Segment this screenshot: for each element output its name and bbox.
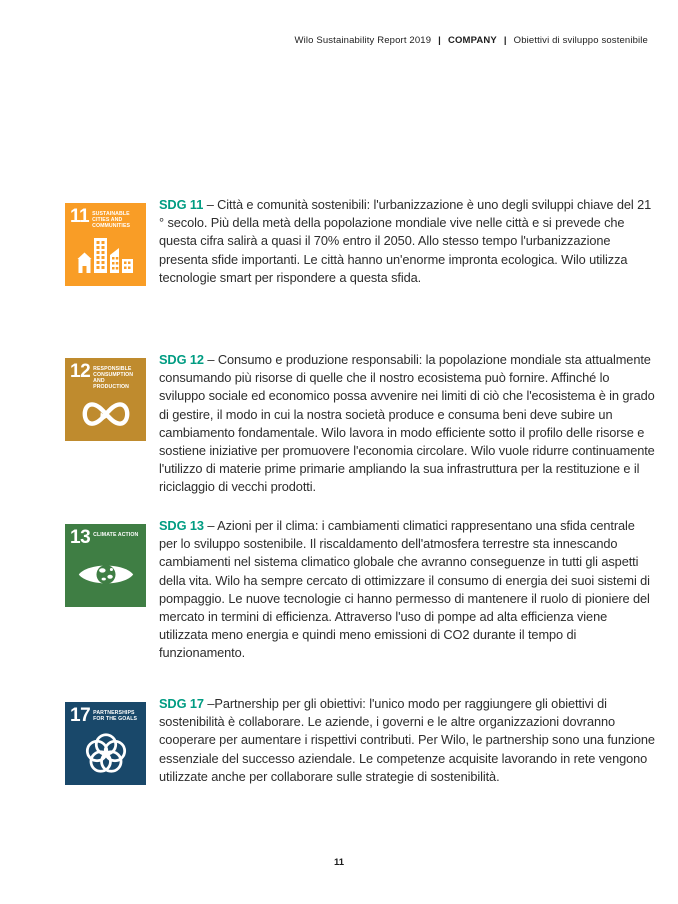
- header-separator: |: [438, 35, 441, 46]
- sdg-17-section: [65, 695, 655, 786]
- sdg-13-number: 13: [70, 527, 91, 548]
- eye-globe-icon: [70, 546, 142, 603]
- sdg-17-body: –Partnership per gli obiettivi: l'unico modo per raggiungere gli obiettivi di sostenibilità è collaborare. Le aziende, i governi e le altre organizzazioni dovranno cooperare per aumentare i rispettivi contributi. Per Wilo, le partnership sono una funzione essenziale del successo aziendale. Le competenze acquisite lavorando in rete vengono utilizzate anche per collaborare sulle strategie di sostenibilità.: [159, 696, 655, 784]
- sdg-13-paragraph: [159, 517, 655, 663]
- sdg-11-tile: [65, 203, 146, 286]
- sdg-12-section: [65, 351, 655, 497]
- report-title: Wilo Sustainability Report 2019: [294, 35, 432, 46]
- sdg-17-heading: SDG 17: [159, 696, 204, 711]
- page-number: 11: [333, 857, 345, 868]
- sdg-12-paragraph: [159, 351, 655, 497]
- sdg-13-tile: [65, 524, 146, 607]
- section-title: Obiettivi di sviluppo sostenibile: [513, 35, 648, 46]
- header-separator: |: [503, 35, 507, 46]
- sdg-12-label: RESPONSIBLE CONSUMPTION AND PRODUCTION: [93, 365, 134, 391]
- sdg-17-number: 17: [70, 705, 91, 726]
- sdg-11-number: 11: [70, 206, 90, 227]
- sdg-12-body: – Consumo e produzione responsabili: la popolazione mondiale sta attualmente consumando più risorse di quelle che il nostro ecosistema può fornire. Affinché lo sviluppo sociale ed economico possa avvenire nei limiti di ciò che l'ecosistema è in grado di gestire, il modo in cui la nostra società produce e consuma beni deve subire un cambiamento fondamentale. Wilo lavora in modo efficiente sotto il profilo delle risorse e sostiene iniziative per promuovere l'economia circolare. Wilo vuole ridurre continuamente l'utilizzo di materie prime primarie ampliando la sua infrastruttura per la restituzione e il riciclaggio di vecchi prodotti.: [159, 352, 655, 495]
- sdg-12-heading: SDG 12: [159, 352, 204, 367]
- sdg-13-heading: SDG 13: [159, 518, 204, 533]
- sdg-17-paragraph: [159, 695, 655, 786]
- sdg-17-label: PARTNERSHIPS FOR THE GOALS: [93, 709, 138, 722]
- sdg-12-number: 12: [70, 361, 91, 382]
- sdg-11-paragraph: [159, 196, 655, 287]
- interlocking-circles-icon: [70, 724, 142, 781]
- page-header: [294, 35, 648, 46]
- sdg-12-tile: [65, 358, 146, 441]
- sdg-17-tile: [65, 702, 146, 785]
- sdg-13-body: – Azioni per il clima: i cambiamenti climatici rappresentano una sfida centrale per lo sviluppo sostenibile. Il riscaldamento dell'atmosfera terrestre sta innescando cambiamenti nel sistema climatico globale che avranno conseguenze in tutti gli aspetti della vita. Wilo ha sempre cercato di ottimizzare il consumo di energia dei suoi sistemi di pompaggio. Le nuove tecnologie ci hanno permesso di mantenere il ruolo di pioniere del mercato in termini di efficienza. Attraverso l'uso di pompe ad alta efficienza viene utilizzata meno energia e quindi meno emissioni di CO2 durante il tempo di funzionamento.: [159, 518, 650, 661]
- sdg-11-heading: SDG 11: [159, 197, 204, 212]
- sdg-13-label: CLIMATE ACTION: [93, 531, 139, 538]
- city-buildings-icon: [70, 229, 142, 282]
- sdg-11-section: [65, 196, 655, 287]
- infinity-loop-icon: [70, 390, 142, 437]
- sdg-11-body: – Città e comunità sostenibili: l'urbanizzazione è uno degli sviluppi chiave del 21 ° secolo. Più della metà della popolazione mondiale vive nelle città e si prevede che questa cifra salirà a quasi il 70% entro il 2050. Allo stesso tempo l'urbanizzazione presenta sfide importanti. Le città hanno un'enorme impronta ecologica. Wilo utilizza tecnologie smart per rispondere a questa sfida.: [159, 197, 652, 285]
- sdg-11-label: SUSTAINABLE CITIES AND COMMUNITIES: [92, 210, 131, 229]
- brand-label: COMPANY: [447, 35, 497, 46]
- sdg-13-section: [65, 517, 655, 663]
